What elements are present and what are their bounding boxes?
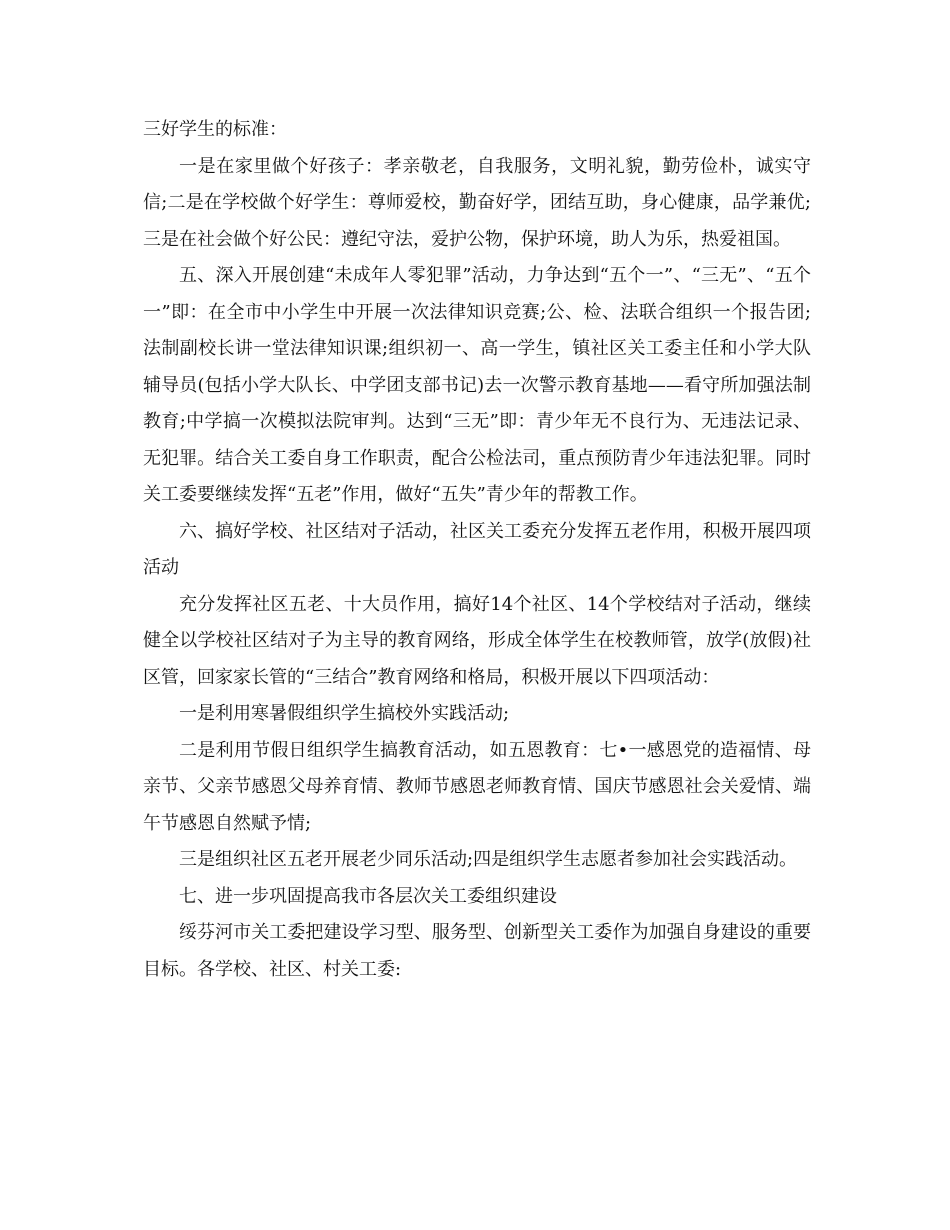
document-body	[143, 112, 811, 988]
paragraph-activity-one: 一是利用寒暑假组织学生搞校外实践活动;	[179, 703, 510, 724]
paragraph-section-six-heading: 六、搞好学校、社区结对子活动，社区关工委充分发挥五老作用，积极开展四项活动	[143, 520, 811, 578]
paragraph-section-seven-heading: 七、进一步巩固提高我市各层次关工委组织建设	[179, 885, 557, 907]
paragraph-community-pairing: 充分发挥社区五老、十大员作用，搞好14个社区、14个学校结对子活动，继续健全以学校社区结对子为主导的教育网络，形成全体学生在校教师管，放学(放假)社区管，回家家长管的“三结合”教育网络和格局，积极开展以下四项活动：	[143, 593, 811, 688]
paragraph-three-good-criteria: 一是在家里做个好孩子：孝亲敬老，自我服务，文明礼貌，勤劳俭朴，诚实守信;二是在学校做个好学生：尊师爱校，勤奋好学，团结互助，身心健康，品学兼优;三是在社会做个好公民：遵纪守法，爱护公物，保护环境，助人为乐，热爱祖国。	[143, 155, 811, 250]
section-heading-three-good-students: 三好学生的标准：	[143, 119, 287, 140]
paragraph-activity-three-four: 三是组织社区五老开展老少同乐活动;四是组织学生志愿者参加社会实践活动。	[179, 849, 798, 870]
paragraph-section-five: 五、深入开展创建“未成年人零犯罪”活动，力争达到“五个一”、“三无”、“五个一”即：在全市中小学生中开展一次法律知识竞赛;公、检、法联合组织一个报告团;法制副校长讲一堂法律知识课;组织初一、高一学生，镇社区关工委主任和小学大队辅导员(包括小学大队长、中学团支部书记)去一次警示教育基地——看守所加强法制教育;中学搞一次模拟法院审判。达到“三无”即：青少年无不良行为、无违法记录、无犯罪。结合关工委自身工作职责，配合公检法司，重点预防青少年违法犯罪。同时关工委要继续发挥“五老”作用，做好“五失”青少年的帮教工作。	[143, 265, 811, 505]
paragraph-activity-two: 二是利用节假日组织学生搞教育活动，如五恩教育：七•一感恩党的造福情、母亲节、父亲节感恩父母养育情、教师节感恩老师教育情、国庆节感恩社会关爱情、端午节感恩自然赋予情;	[143, 739, 811, 834]
paragraph-suifenhe-goals: 绥芬河市关工委把建设学习型、服务型、创新型关工委作为加强自身建设的重要目标。各学校、社区、村关工委:	[143, 922, 811, 980]
